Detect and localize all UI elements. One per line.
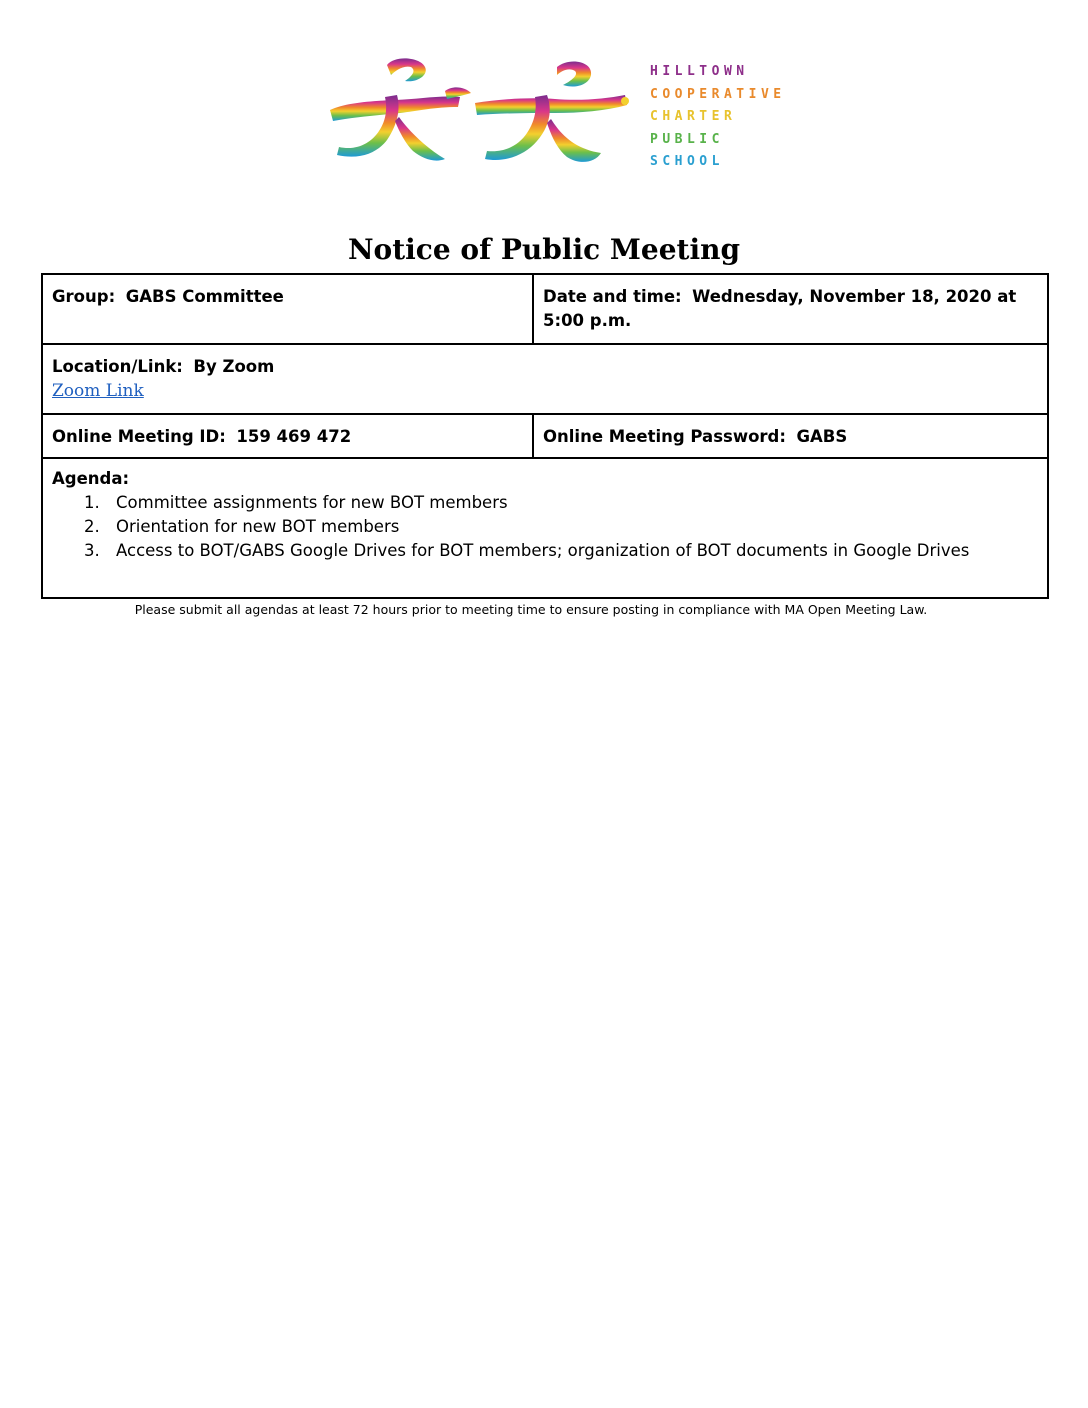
agenda-item-number: 3. xyxy=(84,541,100,560)
table-row xyxy=(42,344,1048,414)
agenda-item-text: Orientation for new BOT members xyxy=(116,517,400,536)
agenda-item-text: Committee assignments for new BOT members xyxy=(116,493,508,512)
location-cell xyxy=(42,344,1048,414)
meeting-id-label: Online Meeting ID: xyxy=(52,427,226,446)
agenda-item-number: 1. xyxy=(84,493,100,512)
logo-line-public: PUBLIC xyxy=(650,131,724,147)
table-row xyxy=(42,274,1048,344)
agenda-cell xyxy=(42,458,1048,598)
school-name-logotype xyxy=(650,61,790,174)
group-value: GABS Committee xyxy=(125,287,284,306)
logo-line-cooperative: COOPERATIVE xyxy=(650,86,786,102)
table-row xyxy=(42,458,1048,598)
table-row xyxy=(42,414,1048,458)
meeting-details-table xyxy=(41,273,1049,599)
agenda-item-text: Access to BOT/GABS Google Drives for BOT members; organization of BOT documents in Google Drives xyxy=(116,541,970,560)
group-cell xyxy=(42,274,533,344)
page-title: Notice of Public Meeting xyxy=(347,233,741,266)
logo-line-charter: CHARTER xyxy=(650,109,737,124)
group-label: Group: xyxy=(52,287,116,306)
school-logo xyxy=(325,55,785,180)
list-item xyxy=(52,491,1038,515)
zoom-link[interactable]: Zoom Link xyxy=(52,381,144,401)
list-item xyxy=(52,515,1038,539)
logo-line-school: SCHOOL xyxy=(650,154,724,169)
dancing-figures-icon xyxy=(325,55,635,180)
location-label: Location/Link: xyxy=(52,357,183,376)
location-value: By Zoom xyxy=(193,357,275,376)
password-cell xyxy=(533,414,1048,458)
datetime-cell xyxy=(533,274,1048,344)
list-item xyxy=(52,539,1038,563)
agenda-item-number: 2. xyxy=(84,517,100,536)
datetime-value: Wednesday, November 18, 2020 at 5:00 p.m. xyxy=(543,287,1017,330)
meeting-id-value: 159 469 472 xyxy=(236,427,352,446)
agenda-list xyxy=(52,491,1038,563)
logo-line-hilltown: HILLTOWN xyxy=(650,64,749,79)
submission-note: Please submit all agendas at least 72 hours prior to meeting time to ensure posting in compliance with MA Open Meeting Law. xyxy=(134,602,928,617)
datetime-label: Date and time: xyxy=(543,287,682,306)
password-label: Online Meeting Password: xyxy=(543,427,786,446)
meeting-id-cell xyxy=(42,414,533,458)
agenda-label: Agenda: xyxy=(52,469,130,488)
password-value: GABS xyxy=(796,427,848,446)
